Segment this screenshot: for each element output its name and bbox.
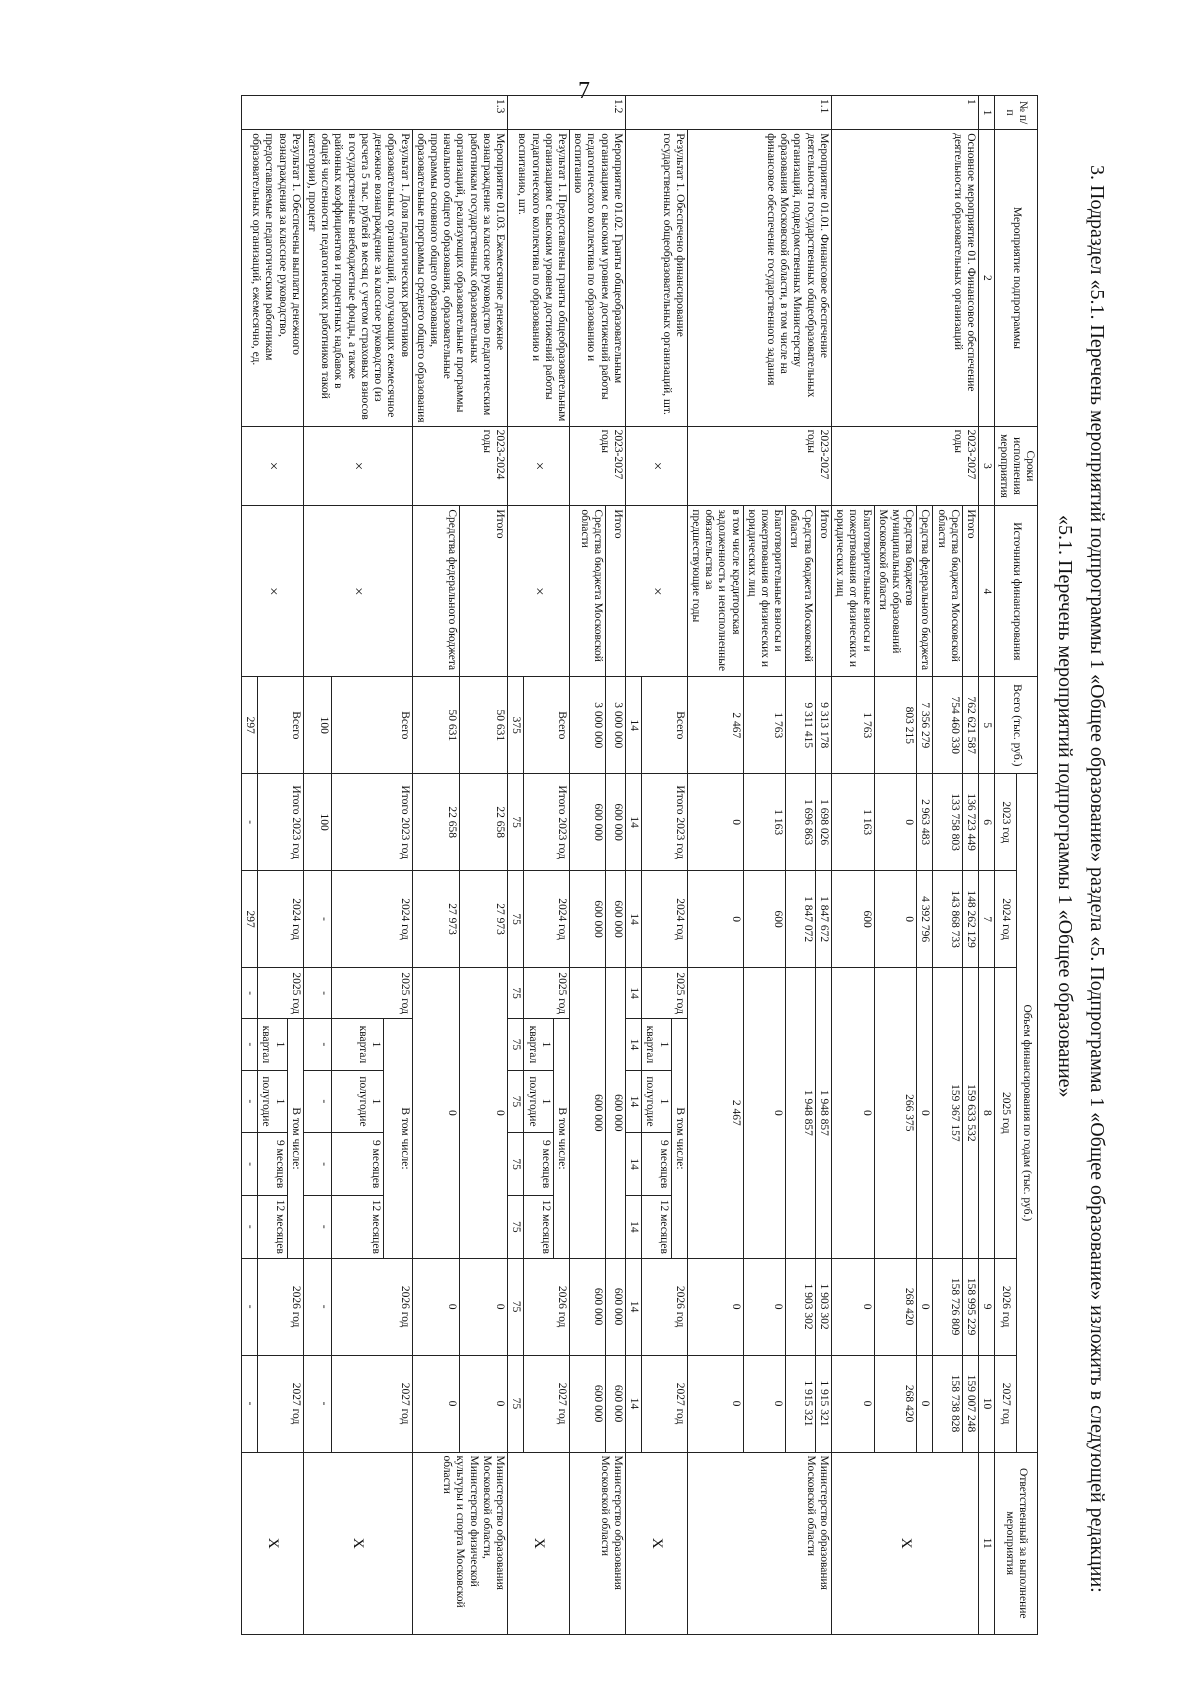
responsible-cell: Министерство образования Московской области [570,1452,626,1635]
source-cell: Средства бюджета Московской области [570,506,606,677]
cell-2027: 0 [412,1355,460,1452]
result-x: × [303,426,412,506]
cell-2025: 2 467 [687,968,743,1259]
cell-2023: 1 698 026 [815,774,831,871]
res-v-m9: - [241,1133,257,1196]
source-cell: Итого [460,506,508,677]
cell-2026: 0 [460,1258,508,1355]
col-num-11: 11 [979,1452,995,1635]
res-v-q1: - [303,1019,332,1070]
res-v-h1: - [241,1070,257,1133]
res-v-q1: 14 [625,1019,641,1070]
cell-2024: 27 973 [412,871,460,968]
res-v-2026: 14 [625,1258,641,1355]
header-2026: 2026 год [995,1258,1016,1355]
cell-2027: 0 [917,1355,933,1452]
cell-2027: 0 [687,1355,743,1452]
res-h-total: Всего [258,677,304,774]
res-h-2023: Итого 2023 год [524,774,570,871]
intro-paragraph: 3. Подраздел «5.1. Перечень мероприятий подпрограммы 1 «Общее образование» раздела «5. Подпрограмма 1 «Общее образование» изложить в следующей редакции: [1086,165,1108,1593]
header-terms: Сроки исполнения мероприятия [995,426,1038,506]
result-header-row [671,96,687,1635]
cell-2027: 600 000 [606,1355,626,1452]
col-num-6: 6 [979,774,995,871]
res-v-m9: - [303,1133,332,1196]
res-v-m12: - [241,1195,257,1258]
header-responsible: Ответственный за выполнение мероприятия [995,1452,1038,1635]
cell-2024: 600 [743,871,786,968]
res-v-2023: 75 [508,774,524,871]
cell-2023: 133 758 803 [933,774,962,871]
res-v-2024: 75 [508,871,524,968]
cell-2023: 22 658 [412,774,460,871]
cell-2026: 158 726 809 [933,1258,962,1355]
res-v-2026: 75 [508,1258,524,1355]
cell-2026: 268 420 [874,1258,917,1355]
res-v-2024: - [303,871,332,968]
res-h-2026: 2026 год [524,1258,570,1355]
cell-2026: 0 [917,1258,933,1355]
res-v-2025: 75 [508,968,524,1019]
res-v-2024: 297 [241,871,257,968]
cell-2023: 136 723 449 [962,774,978,871]
header-2023: 2023 год [995,774,1016,871]
res-v-h1: 75 [508,1070,524,1133]
cell-2023: 600 000 [606,774,626,871]
cell-2025: 0 [412,968,460,1259]
res-h-2024: 2024 год [332,871,412,968]
responsible-cell: X [831,1452,978,1635]
total-cell: 1 763 [743,677,786,774]
cell-2023: 1 163 [743,774,786,871]
result-header-row [384,96,413,1635]
result-x: × [625,426,687,506]
cell-2026: 0 [831,1258,874,1355]
res-h-q1: 1 квартал [258,1019,287,1070]
col-num-4: 4 [979,506,995,677]
total-cell: 9 311 415 [786,677,815,774]
total-cell: 2 467 [687,677,743,774]
cell-2027: 158 738 828 [933,1355,962,1452]
cell-2024: 600 000 [570,871,606,968]
res-v-m9: 14 [625,1133,641,1196]
cell-2026: 0 [743,1258,786,1355]
res-v-m12: 75 [508,1195,524,1258]
table-row [815,96,831,1635]
res-h-m12: 12 месяцев [642,1195,671,1258]
cell-2025: 159 633 532 [962,968,978,1259]
result-x: × [508,426,570,506]
res-h-2025: 2025 год [258,968,304,1019]
res-h-2027: 2027 год [258,1355,304,1452]
source-cell: Итого [815,506,831,677]
cell-2024: 148 262 129 [962,871,978,968]
res-h-2026: 2026 год [332,1258,412,1355]
cell-2026: 0 [687,1258,743,1355]
result-responsible: X [241,1452,303,1635]
cell-2024: 0 [687,871,743,968]
result-name: Результат 1. Доля педагогических работников образовательных организаций, получающих ежемесячное денежное вознаграждение за классное руководство (из расчета 5 тыс. рублей в месяц с учетом страховых взносов в государственные внебюджетные фонды, а также районных коэффициентов и процентных надбавок в общей численности педагогических работников такой категории), процент [303,130,412,426]
res-v-2023: 100 [303,774,332,871]
responsible-cell: Министерство образования Московской области, Министерство физической культуры и спорта Московской области [412,1452,508,1635]
res-h-m12: 12 месяцев [258,1195,287,1258]
col-num-8: 8 [979,968,995,1259]
res-h-q1: 1 квартал [332,1019,384,1070]
col-num-10: 10 [979,1355,995,1452]
res-v-total: 100 [303,677,332,774]
res-v-2027: 14 [625,1355,641,1452]
res-h-2027: 2027 год [642,1355,688,1452]
cell-2025: 600 000 [570,968,606,1259]
header-event: Мероприятие подпрограммы [995,130,1038,426]
col-num-1: 1 [979,96,995,130]
res-h-2025: 2025 год [524,968,570,1019]
res-v-2027: - [303,1355,332,1452]
col-num-9: 9 [979,1258,995,1355]
res-v-2025: - [241,968,257,1019]
result-name: Результат 1. Обеспечено финансирование государственных общеобразовательных организаций, шт. [625,130,687,426]
total-cell: 3 000 000 [606,677,626,774]
res-h-2024: 2024 год [642,871,688,968]
result-x: × [241,426,303,506]
row-terms: 2023-2027 годы [831,426,978,506]
res-v-m12: 14 [625,1195,641,1258]
result-x2: × [303,506,412,677]
res-v-2024: 14 [625,871,641,968]
cell-2027: 159 007 248 [962,1355,978,1452]
res-h-h1: 1 полугодие [642,1070,671,1133]
res-h-2026: 2026 год [642,1258,688,1355]
total-cell: 9 313 178 [815,677,831,774]
result-header-row [553,96,569,1635]
res-h-2023: Итого 2023 год [332,774,412,871]
cell-2024: 600 [831,871,874,968]
res-v-q1: 75 [508,1019,524,1070]
cell-2024: 1 847 672 [815,871,831,968]
source-cell: Средства федерального бюджета [917,506,933,677]
row-terms: 2023-2024 годы [412,426,508,506]
cell-2025: 1 948 857 [815,968,831,1259]
source-cell: Средства федерального бюджета [412,506,460,677]
result-responsible: X [625,1452,687,1635]
res-h-2027: 2027 год [524,1355,570,1452]
row-num: 1.1 [625,96,831,130]
res-v-total: 375 [508,677,524,774]
res-h-total: Всего [524,677,570,774]
res-v-2027: - [241,1355,257,1452]
cell-2027: 0 [743,1355,786,1452]
responsible-cell: Министерство образования Московской области [687,1452,831,1635]
res-h-m12: 12 месяцев [524,1195,553,1258]
page-number: 7 [578,78,590,104]
cell-2023: 0 [874,774,917,871]
cell-2024: 27 973 [460,871,508,968]
table-row [962,96,978,1635]
res-v-total: 297 [241,677,257,774]
res-h-h1: 1 полугодие [524,1070,553,1133]
res-h-incl: В том числе: [287,1019,303,1258]
total-cell: 1 763 [831,677,874,774]
res-v-h1: 14 [625,1070,641,1133]
row-event: Мероприятие 01.02. Гранты общеобразовательным организациям с высоким уровнем достижений работы педагогического коллектива по образованию и воспитанию [570,130,626,426]
result-responsible: X [303,1452,412,1635]
cell-2026: 1 903 302 [815,1258,831,1355]
cell-2026: 1 903 302 [786,1258,815,1355]
res-h-2024: 2024 год [258,871,304,968]
cell-2027: 0 [460,1355,508,1452]
source-cell: Итого [606,506,626,677]
row-event: Мероприятие 01.01. Финансовое обеспечение деятельности государственных общеобразовательных организаций, подведомственных Министерству образования Московской области, в том числе на финансовое обеспечение государственного задания [687,130,831,426]
col-num-2: 2 [979,130,995,426]
cell-2026: 600 000 [570,1258,606,1355]
header-2027: 2027 год [995,1355,1016,1452]
cell-2024: 4 392 796 [917,871,933,968]
section-subtitle: «5.1. Перечень мероприятий подпрограммы 1 «Общее образование» [1054,515,1076,1098]
res-h-2025: 2025 год [332,968,412,1019]
total-cell: 7 356 279 [917,677,933,774]
res-h-2024: 2024 год [524,871,570,968]
res-v-m9: 75 [508,1133,524,1196]
source-cell: Средства бюджета Московской области [786,506,815,677]
events-table [241,95,1038,1635]
res-h-h1: 1 полугодие [258,1070,287,1133]
result-responsible: X [508,1452,570,1635]
cell-2023: 600 000 [570,774,606,871]
header-2025: 2025 год [995,968,1016,1259]
res-v-2025: - [303,968,332,1019]
result-name: Результат 1. Предоставлены гранты общеобразовательным организациям с высоким уровнем достижений работы педагогического коллектива по образованию и воспитанию, шт. [508,130,570,426]
cell-2024: 1 847 072 [786,871,815,968]
total-cell: 754 460 330 [933,677,962,774]
cell-2025: 0 [460,968,508,1259]
row-event: Основное мероприятие 01. Финансовое обеспечение деятельности образовательных организаций [831,130,978,426]
res-v-2027: 75 [508,1355,524,1452]
res-h-total: Всего [332,677,412,774]
res-h-total: Всего [642,677,688,774]
cell-2027: 1 915 321 [815,1355,831,1452]
cell-2023: 1 696 863 [786,774,815,871]
row-event: Мероприятие 01.03. Ежемесячное денежное вознаграждение за классное руководство педагогическим работникам государственных образовательных организаций, реализующих образовательные программы начального общего образования, образовательные программы основного общего образования, образовательные программы среднего общего образования [412,130,508,426]
res-v-2023: - [241,774,257,871]
res-v-2023: 14 [625,774,641,871]
cell-2025: 0 [743,968,786,1259]
res-v-2025: 14 [625,968,641,1019]
cell-2027: 600 000 [570,1355,606,1452]
cell-2026: 0 [412,1258,460,1355]
total-cell: 50 631 [412,677,460,774]
row-terms: 2023-2027 годы [687,426,831,506]
res-v-h1: - [303,1070,332,1133]
cell-2024: 0 [874,871,917,968]
table-row [606,96,626,1635]
cell-2025: 0 [831,968,874,1259]
res-h-q1: 1 квартал [642,1019,671,1070]
res-h-2027: 2027 год [332,1355,412,1452]
result-name: Результат 1. Обеспечены выплаты денежного вознаграждения за классное руководство, предоставляемые педагогическим работникам образовательных организаций, ежемесячно, ед. [241,130,303,426]
res-h-h1: 1 полугодие [332,1070,384,1133]
res-h-incl: В том числе: [384,1019,413,1258]
col-num-7: 7 [979,871,995,968]
total-cell: 3 000 000 [570,677,606,774]
total-cell: 50 631 [460,677,508,774]
result-x2: × [508,506,570,677]
source-cell: Итого [962,506,978,677]
header-sources: Источники финансирования [995,506,1038,677]
cell-2026: 158 995 229 [962,1258,978,1355]
total-cell: 762 621 587 [962,677,978,774]
table-row [460,96,508,1635]
result-x2: × [241,506,303,677]
res-h-incl: В том числе: [553,1019,569,1258]
cell-2025: 600 000 [606,968,626,1259]
col-num-5: 5 [979,677,995,774]
row-num: 1.2 [508,96,626,130]
cell-2025: 1 948 857 [786,968,815,1259]
res-v-2026: - [303,1258,332,1355]
res-h-m9: 9 месяцев [332,1133,384,1196]
header-volume: Объем финансирования по годам (тыс. руб.) [1016,774,1037,1452]
cell-2023: 0 [687,774,743,871]
res-h-2023: Итого 2023 год [642,774,688,871]
cell-2025: 0 [917,968,933,1259]
res-v-q1: - [241,1019,257,1070]
res-h-2026: 2026 год [258,1258,304,1355]
cell-2023: 22 658 [460,774,508,871]
source-cell: Средства бюджета Московской области [933,506,962,677]
col-num-3: 3 [979,426,995,506]
row-num: 1 [831,96,978,130]
row-num: 1.3 [241,96,507,130]
header-2024: 2024 год [995,871,1016,968]
res-h-2023: Итого 2023 год [258,774,304,871]
res-h-m9: 9 месяцев [642,1133,671,1196]
res-v-total: 14 [625,677,641,774]
cell-2027: 0 [831,1355,874,1452]
cell-2023: 1 163 [831,774,874,871]
header-num: № п/п [995,96,1038,130]
res-h-m9: 9 месяцев [258,1133,287,1196]
res-h-m12: 12 месяцев [332,1195,384,1258]
cell-2027: 268 420 [874,1355,917,1452]
row-terms: 2023-2027 годы [570,426,626,506]
res-v-2026: - [241,1258,257,1355]
source-cell: Средства бюджетов муниципальных образований Московской области [874,506,917,677]
cell-2025: 266 375 [874,968,917,1259]
res-v-m12: - [303,1195,332,1258]
source-cell: Благотворительные взносы и пожертвования от физических и юридических лиц [743,506,786,677]
source-cell: в том числе кредиторская задолженность и неисполненные обязательства за предшествующие годы [687,506,743,677]
cell-2024: 600 000 [606,871,626,968]
source-cell: Благотворительные взносы и пожертвования от физических и юридических лиц [831,506,874,677]
res-h-2025: 2025 год [642,968,688,1019]
total-cell: 803 215 [874,677,917,774]
cell-2024: 143 868 733 [933,871,962,968]
rotated-page-content [168,95,1108,1635]
cell-2026: 600 000 [606,1258,626,1355]
cell-2025: 159 367 157 [933,968,962,1259]
cell-2023: 2 963 483 [917,774,933,871]
cell-2027: 1 915 321 [786,1355,815,1452]
result-x2: × [625,506,687,677]
res-h-m9: 9 месяцев [524,1133,553,1196]
res-h-q1: 1 квартал [524,1019,553,1070]
header-total: Всего (тыс. руб.) [995,677,1038,774]
res-h-incl: В том числе: [671,1019,687,1258]
result-header-row [287,96,303,1635]
